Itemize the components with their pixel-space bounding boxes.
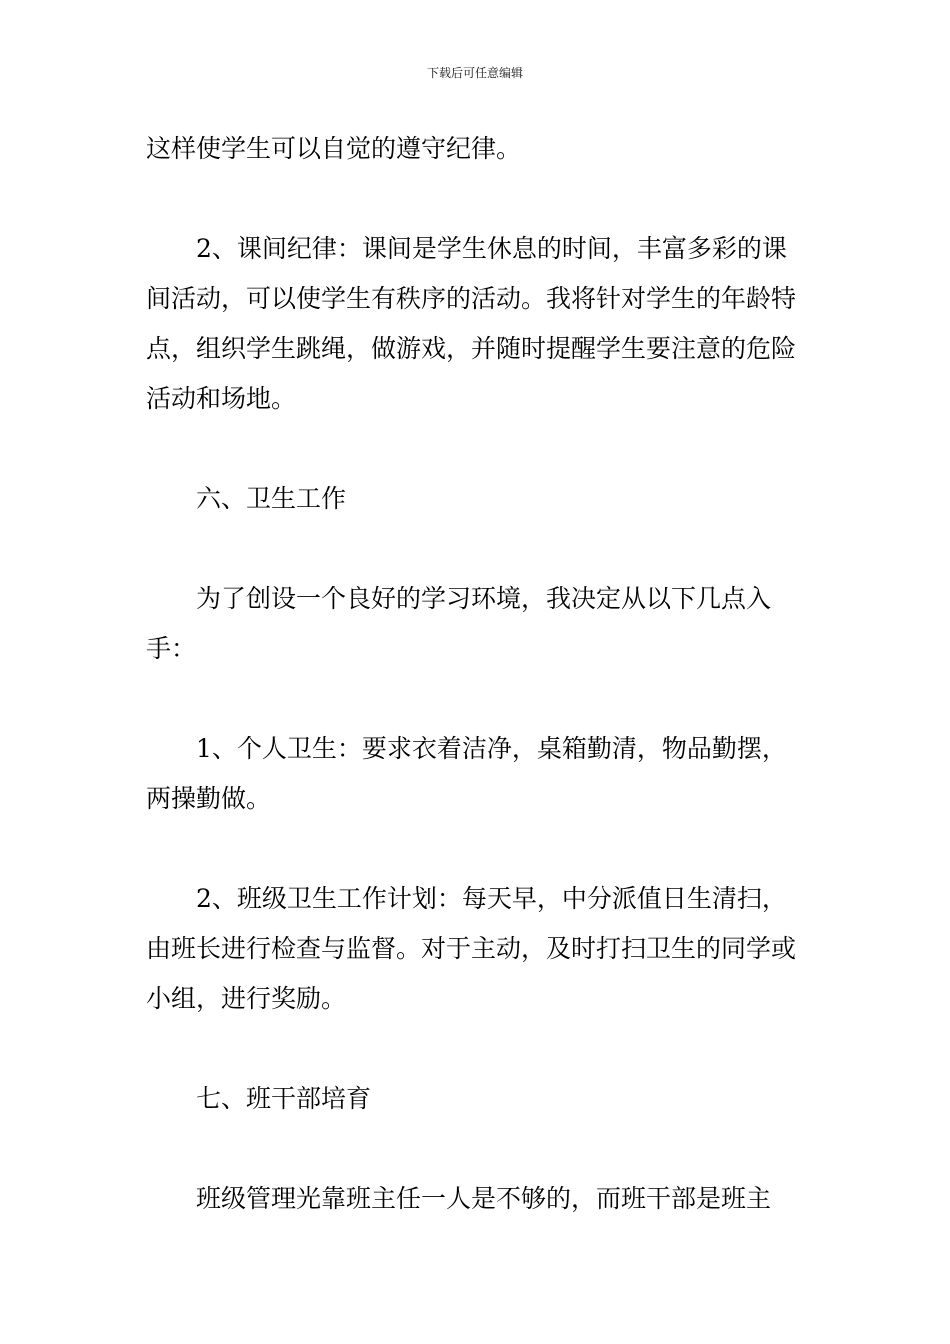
section-heading-class-cadre: 七、班干部培育	[196, 1084, 372, 1113]
paragraph-1: 这样使学生可以自觉的遵守纪律。	[146, 134, 522, 163]
page-header: 下载后可任意编辑	[426, 66, 523, 80]
paragraph-3: 为了创设一个良好的学习环境，我决定从以下几点入手：	[146, 584, 772, 663]
paragraph-4: 1、个人卫生：要求衣着洁净，桌箱勤清，物品勤摆，两操勤做。	[146, 734, 787, 813]
document-body	[146, 124, 810, 1274]
paragraph-2: 2、课间纪律：课间是学生休息的时间，丰富多彩的课间活动，可以使学生有秩序的活动。我将针对学生的年龄特点，组织学生跳绳，做游戏，并随时提醒学生要注意的危险活动和场地。	[146, 234, 797, 413]
paragraph-6: 班级管理光靠班主任一人是不够的，而班干部是班主	[196, 1184, 772, 1213]
section-heading-hygiene: 六、卫生工作	[196, 484, 347, 513]
paragraph-5: 2、班级卫生工作计划：每天早，中分派值日生清扫，由班长进行检查与监督。对于主动，及时打扫卫生的同学或小组，进行奖励。	[146, 884, 797, 1013]
